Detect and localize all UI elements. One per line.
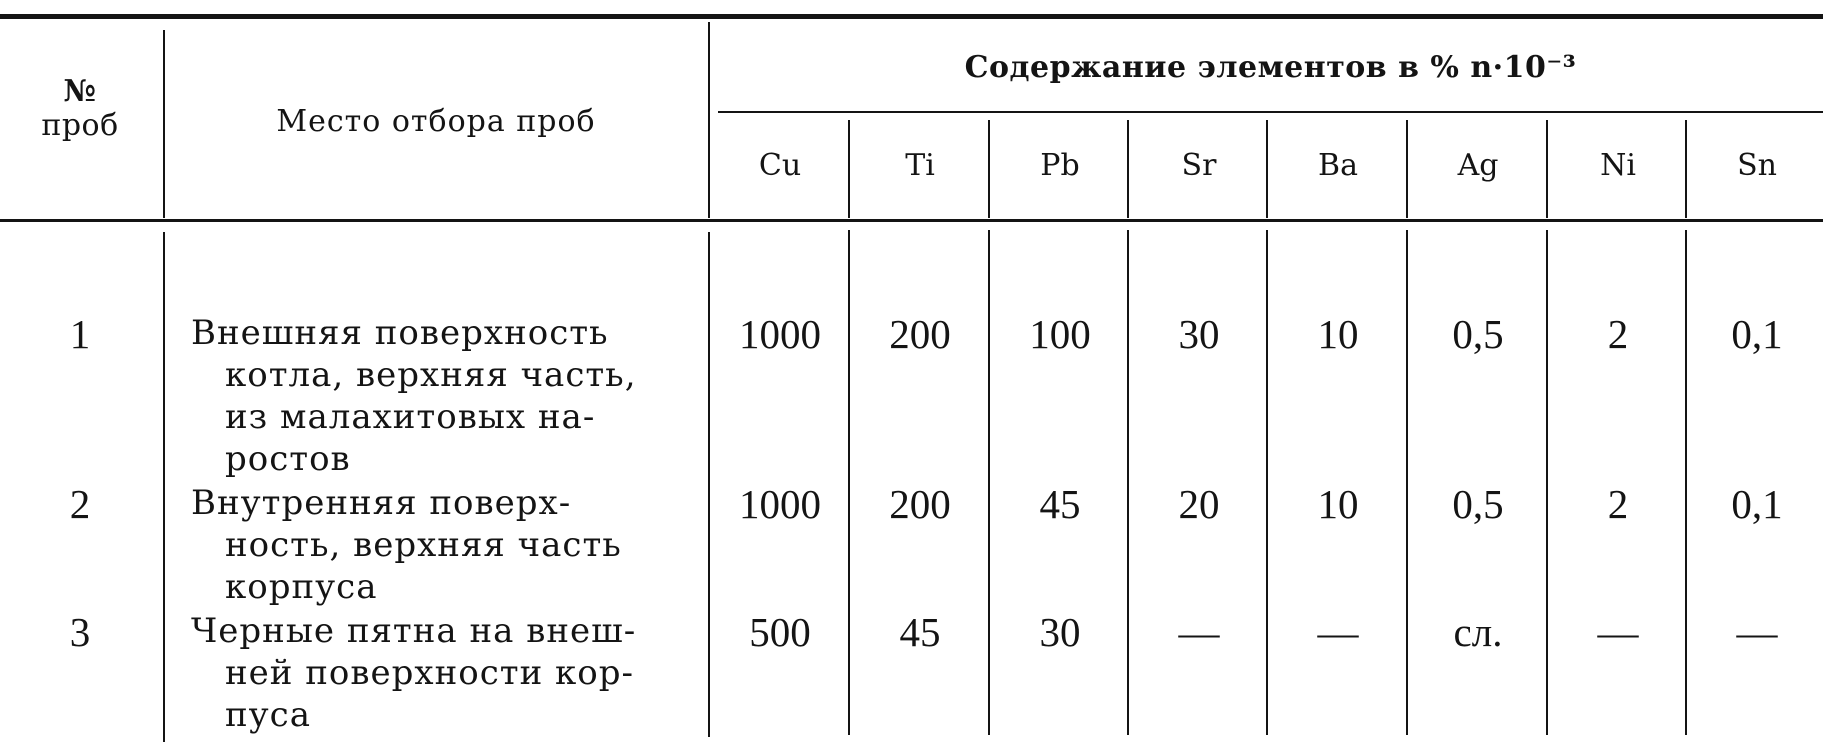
row-3-ni: — — [1597, 609, 1639, 655]
row-1-place-line: Внешняя поверхность — [191, 313, 609, 353]
row-1-place — [191, 312, 711, 480]
row-2-place — [191, 482, 711, 608]
column-header-ti: Ti — [905, 148, 935, 183]
sample-number-header-word: проб — [41, 108, 119, 143]
row-2-ni: 2 — [1607, 481, 1629, 527]
row-3-sn: — — [1736, 609, 1778, 655]
row-3-place-line: ней поверхности кор- — [225, 653, 635, 693]
column-divider — [163, 232, 165, 742]
row-2-ti: 200 — [889, 481, 951, 527]
sample-number-header — [0, 75, 160, 143]
row-1-ag: 0,5 — [1452, 311, 1504, 357]
row-3-pb: 30 — [1039, 609, 1081, 655]
row-3-place — [191, 610, 711, 736]
row-3-number: 3 — [69, 609, 91, 655]
column-header-ni: Ni — [1600, 148, 1636, 183]
row-1-place-line: из малахитовых на- — [225, 397, 596, 437]
row-3-ti: 45 — [899, 609, 941, 655]
row-2-pb: 45 — [1039, 481, 1081, 527]
row-2-ag: 0,5 — [1452, 481, 1504, 527]
row-2-place-line: Внутренняя поверх- — [191, 483, 572, 523]
column-divider — [163, 30, 165, 218]
row-3-ag: сл. — [1453, 609, 1503, 655]
row-2-place-line: ность, верхняя часть — [225, 525, 622, 565]
row-1-ni: 2 — [1607, 311, 1629, 357]
row-1-number: 1 — [69, 311, 91, 357]
row-1-pb: 100 — [1029, 311, 1091, 357]
column-header-ba: Ba — [1318, 148, 1358, 183]
column-header-sn: Sn — [1737, 148, 1777, 183]
row-1-ba: 10 — [1317, 311, 1359, 357]
row-1-cu: 1000 — [739, 311, 821, 357]
row-2-sn: 0,1 — [1731, 481, 1783, 527]
row-3-ba: — — [1317, 609, 1359, 655]
row-3-sr: — — [1178, 609, 1220, 655]
header-bottom-rule — [0, 219, 1823, 222]
table-top-rule — [0, 14, 1823, 19]
row-1-place-line: котла, верхняя часть, — [225, 355, 637, 395]
header-divider-rule — [718, 111, 1823, 113]
row-1-place-line: ростов — [225, 439, 351, 479]
element-content-header: Содержание элементов в % n·10⁻³ — [964, 50, 1577, 85]
column-divider — [708, 22, 710, 218]
row-2-sr: 20 — [1178, 481, 1220, 527]
row-1-ti: 200 — [889, 311, 951, 357]
row-3-cu: 500 — [749, 609, 811, 655]
column-header-cu: Cu — [758, 148, 802, 183]
column-header-pb: Pb — [1040, 148, 1080, 183]
row-2-number: 2 — [69, 481, 91, 527]
row-1-sr: 30 — [1178, 311, 1220, 357]
column-header-ag: Ag — [1457, 148, 1499, 183]
column-header-sr: Sr — [1181, 148, 1217, 183]
row-3-place-line: пуса — [225, 695, 311, 735]
sample-number-header-symbol: № — [63, 74, 97, 109]
row-2-cu: 1000 — [739, 481, 821, 527]
row-2-ba: 10 — [1317, 481, 1359, 527]
sampling-place-header: Место отбора проб — [276, 104, 596, 139]
row-3-place-line: Черные пятна на внеш- — [191, 611, 637, 651]
row-2-place-line: корпуса — [225, 567, 378, 607]
row-1-sn: 0,1 — [1731, 311, 1783, 357]
